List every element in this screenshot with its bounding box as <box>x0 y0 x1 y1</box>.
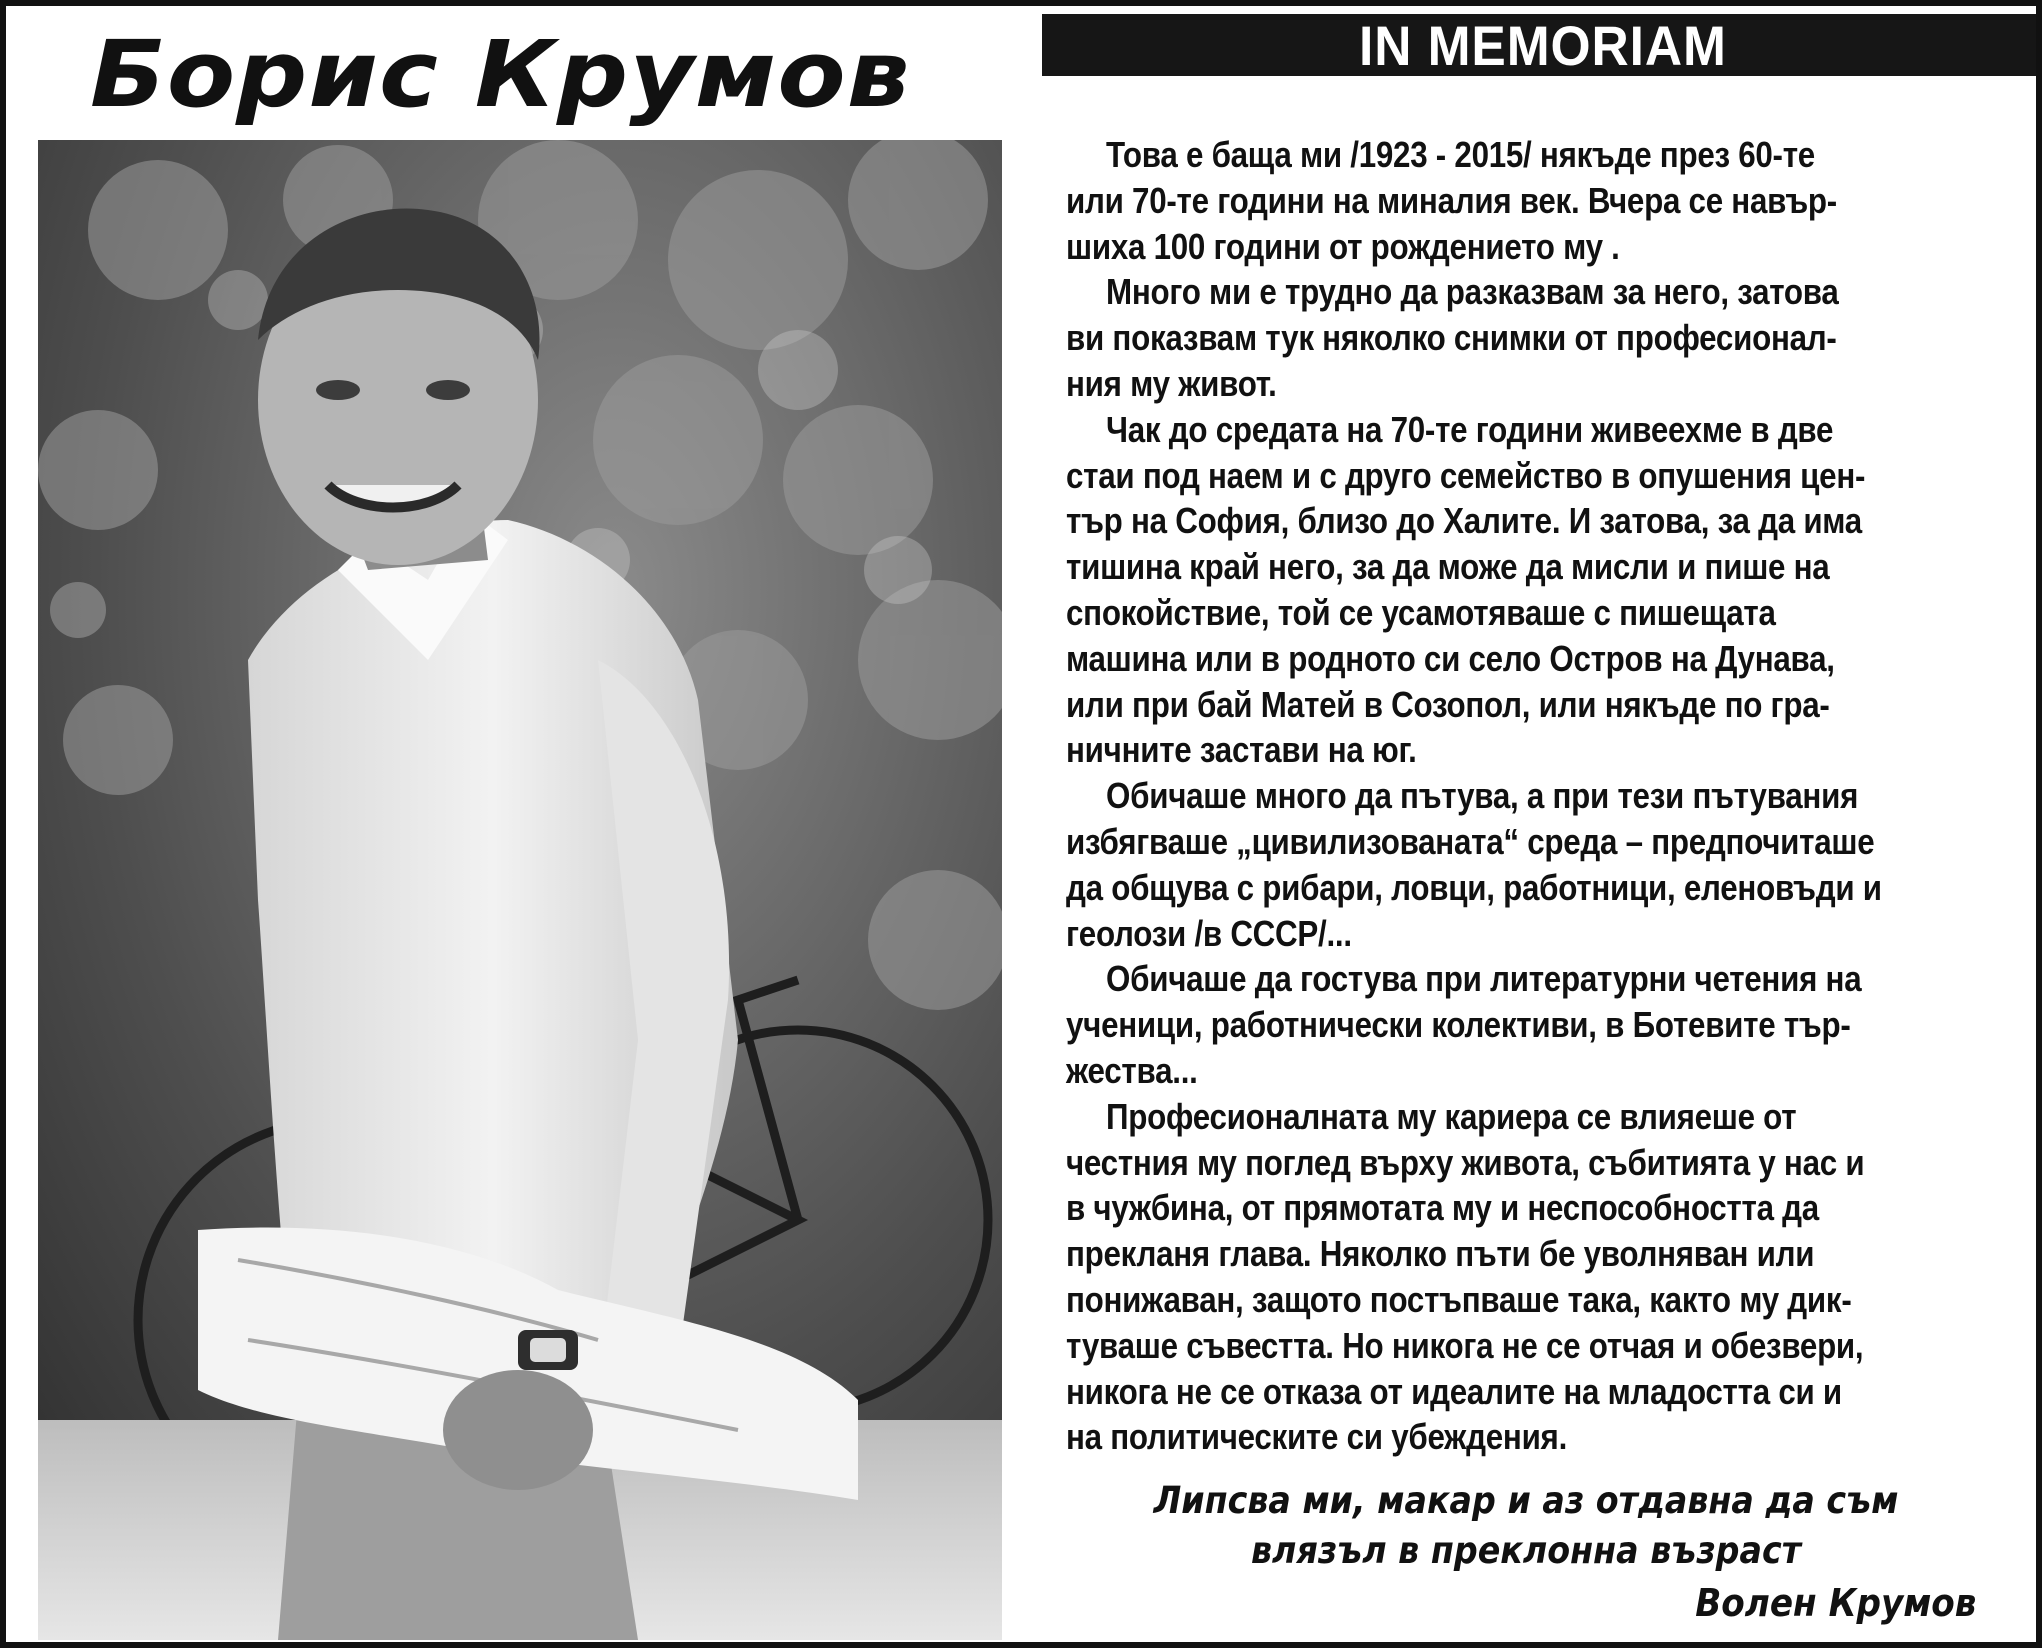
article-paragraph: Професионалната му кариера се влияеше от честния му поглед върху живота, събитията у нас и в чужбина, от прямотата му и неспособността да прекланя глава. Няколко пъти бе уволняван или понижаван, защото постъпваше така, както му дик- туваше съвестта. Но никога не се отчая и обезвери, никога не се отказа от идеалите на младостта си и на политическите си убеждения. <box>1066 1095 1865 1458</box>
article-paragraph: Много ми е трудно да разказвам за него, затова ви показвам тук няколко снимки от професионал- ния му живот. <box>1066 271 1839 404</box>
author-signature: Волен Крумов <box>1694 1581 1976 1625</box>
memoriam-banner <box>1042 14 2042 76</box>
portrait-photo <box>38 140 1002 1640</box>
page-title: Борис Крумов <box>90 21 911 128</box>
closing-quote: Липсва ми, макар и аз отдавна да съм влязъл в преклонна възраст <box>1153 1479 1899 1572</box>
article-paragraph: Това е баща ми /1923 - 2015/ някъде през 60-те или 70-те години на миналия век. Вчера се навър- шиха 100 години от рождението му . <box>1066 134 1837 267</box>
article-body <box>1066 132 1986 1460</box>
article-paragraph: Чак до средата на 70-те години живеехме в две стаи под наем и с друго семейство в опушения цен- тър на София, близо до Халите. И затова, за да има тишина край него, за да може да мисли и пише на спокойствие, той се усамотяваше с пишещата машина или в родното си село Остров на Дунава, или при бай Матей в Созопол, или някъде по гра- ничните застави на юг. <box>1066 408 1866 771</box>
article-paragraph: Обичаше много да пътува, а при тези пътувания избягваше „цивилизованата“ среда – предпочиташе да общува с рибари, ловци, работници, еленовъди и геолози /в СССР/... <box>1066 775 1882 954</box>
portrait-photo-icon <box>38 140 1002 1640</box>
memoriam-banner-text: IN MEMORIAM <box>1359 13 1727 77</box>
article-paragraph: Обичаше да гостува при литературни четения на ученици, работнически колективи, в Ботевите тър- жества... <box>1066 958 1862 1091</box>
